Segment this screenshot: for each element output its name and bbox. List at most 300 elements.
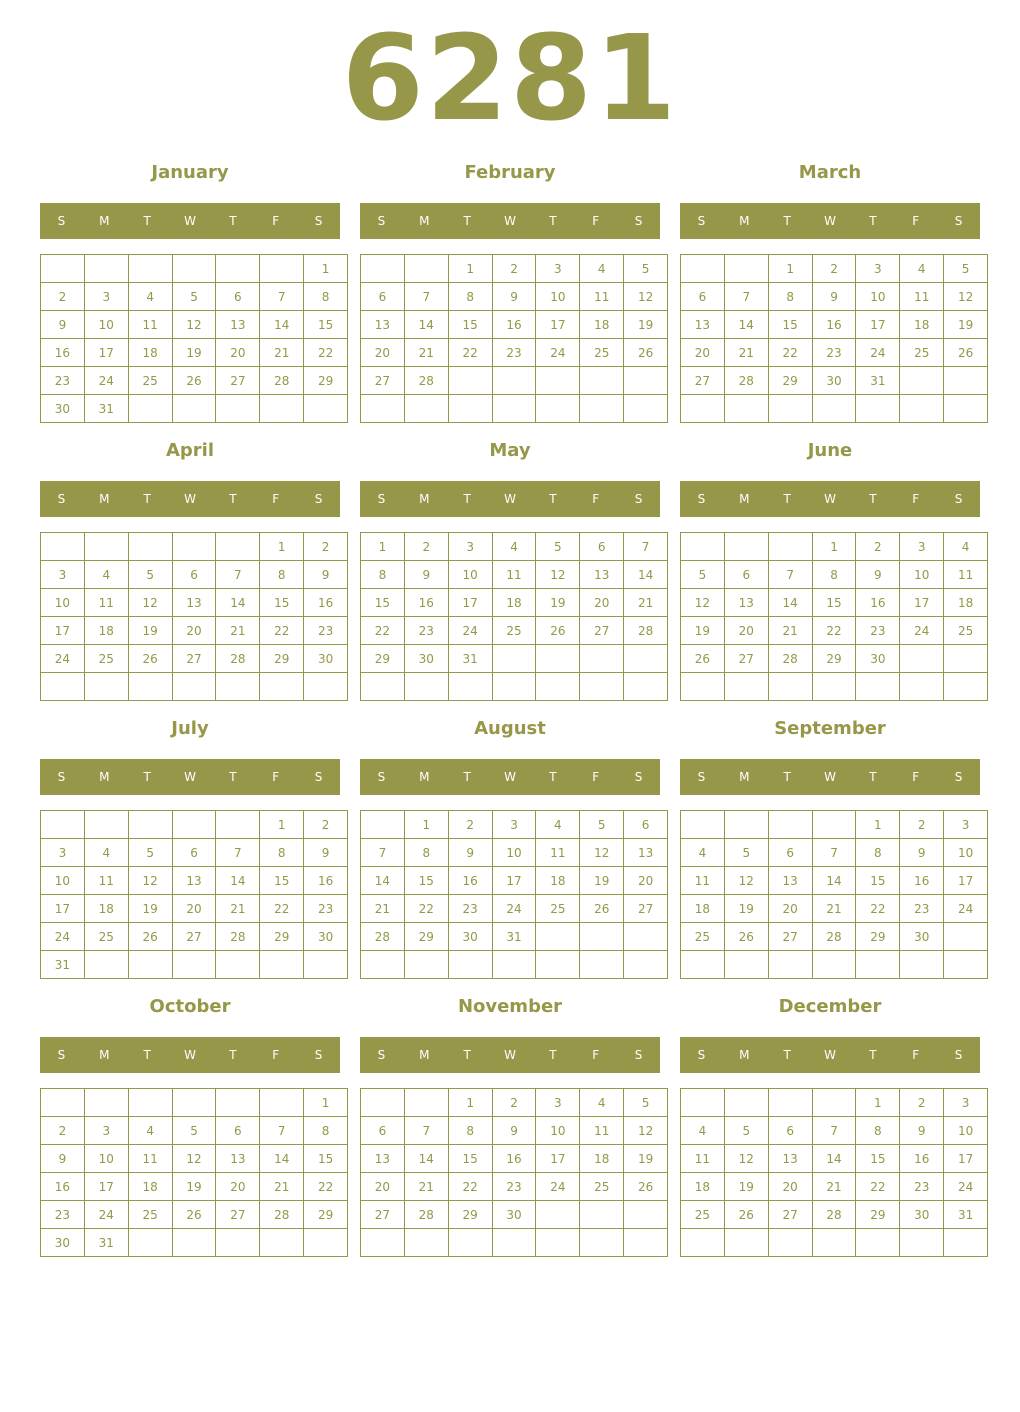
day-cell (448, 395, 492, 423)
day-cell: 11 (944, 561, 988, 589)
day-cell: 23 (448, 895, 492, 923)
day-cell: 18 (900, 311, 944, 339)
day-cell (260, 951, 304, 979)
day-cell: 30 (304, 923, 348, 951)
weekday-label: S (697, 214, 706, 228)
weekday-label: S (634, 770, 643, 784)
day-cell: 21 (404, 1173, 448, 1201)
day-cell (492, 951, 536, 979)
day-cell: 24 (448, 617, 492, 645)
day-cell: 29 (768, 367, 812, 395)
weekday-label: T (783, 1048, 791, 1062)
day-cell (128, 1089, 172, 1117)
day-cell: 30 (492, 1201, 536, 1229)
weekday-label: W (504, 1048, 516, 1062)
day-cell: 8 (361, 561, 405, 589)
weekday-label: T (869, 492, 877, 506)
day-cell: 26 (724, 923, 768, 951)
day-cell (492, 673, 536, 701)
day-cell: 9 (812, 283, 856, 311)
day-cell: 27 (361, 367, 405, 395)
week-row (681, 311, 988, 339)
weekday-label: M (99, 1048, 110, 1062)
day-cell: 12 (536, 561, 580, 589)
weekday-label: T (783, 214, 791, 228)
day-cell: 1 (448, 1089, 492, 1117)
day-cell: 18 (492, 589, 536, 617)
day-cell: 12 (624, 283, 668, 311)
day-cell: 16 (304, 867, 348, 895)
day-cell (812, 1229, 856, 1257)
day-cell: 25 (84, 923, 128, 951)
day-cell (128, 533, 172, 561)
day-cell: 24 (41, 645, 85, 673)
day-cell: 11 (128, 311, 172, 339)
day-cell: 26 (172, 367, 216, 395)
day-cell: 6 (624, 811, 668, 839)
day-cell (84, 533, 128, 561)
day-cell: 21 (260, 339, 304, 367)
day-cell: 11 (681, 867, 725, 895)
day-cell: 1 (448, 255, 492, 283)
day-cell: 19 (724, 895, 768, 923)
day-cell: 21 (404, 339, 448, 367)
day-cell: 6 (361, 283, 405, 311)
day-cell: 8 (304, 283, 348, 311)
day-cell: 26 (128, 923, 172, 951)
month-name: May (489, 440, 531, 461)
day-cell (624, 1201, 668, 1229)
week-row (681, 255, 988, 283)
day-cell: 19 (944, 311, 988, 339)
day-cell: 25 (580, 1173, 624, 1201)
day-cell (404, 1229, 448, 1257)
day-cell (172, 395, 216, 423)
day-cell (536, 645, 580, 673)
weekday-label: T (229, 1048, 237, 1062)
day-cell (216, 673, 260, 701)
weekday-label: S (57, 492, 66, 506)
day-cell: 26 (128, 645, 172, 673)
day-cell (304, 951, 348, 979)
day-grid (360, 254, 668, 423)
day-cell (580, 1229, 624, 1257)
month-name: February (464, 162, 556, 183)
day-cell (492, 645, 536, 673)
day-cell: 4 (580, 255, 624, 283)
day-cell (944, 367, 988, 395)
day-grid (680, 1088, 988, 1257)
week-row (41, 617, 348, 645)
day-cell: 29 (260, 923, 304, 951)
day-cell: 14 (724, 311, 768, 339)
weekday-header (40, 759, 340, 795)
month-june (680, 436, 980, 706)
weekday-label: W (504, 770, 516, 784)
day-cell: 25 (492, 617, 536, 645)
day-cell: 8 (856, 839, 900, 867)
day-cell: 29 (304, 1201, 348, 1229)
week-row (41, 1201, 348, 1229)
month-october (40, 992, 340, 1262)
day-cell (624, 395, 668, 423)
day-cell: 23 (304, 617, 348, 645)
day-cell: 12 (724, 867, 768, 895)
day-cell: 3 (448, 533, 492, 561)
weekday-label: T (869, 770, 877, 784)
day-cell: 15 (404, 867, 448, 895)
day-cell: 30 (812, 367, 856, 395)
day-cell: 29 (304, 367, 348, 395)
day-cell: 8 (404, 839, 448, 867)
day-cell: 2 (492, 255, 536, 283)
weekday-label: M (99, 770, 110, 784)
day-cell: 14 (216, 867, 260, 895)
day-cell: 2 (492, 1089, 536, 1117)
week-row (681, 951, 988, 979)
week-row (681, 867, 988, 895)
day-cell: 28 (724, 367, 768, 395)
day-cell: 22 (260, 617, 304, 645)
day-cell: 2 (448, 811, 492, 839)
day-cell: 20 (172, 617, 216, 645)
day-cell (768, 673, 812, 701)
day-cell: 4 (944, 533, 988, 561)
day-cell (768, 1089, 812, 1117)
week-row (361, 311, 668, 339)
day-cell: 2 (900, 1089, 944, 1117)
day-cell: 5 (580, 811, 624, 839)
day-cell: 19 (172, 339, 216, 367)
day-cell: 15 (260, 867, 304, 895)
weekday-label: T (783, 492, 791, 506)
week-row (361, 561, 668, 589)
day-cell: 3 (856, 255, 900, 283)
day-cell: 30 (41, 1229, 85, 1257)
day-cell (724, 395, 768, 423)
weekday-label: T (549, 1048, 557, 1062)
day-cell: 13 (768, 867, 812, 895)
day-cell (724, 1229, 768, 1257)
day-cell: 19 (624, 311, 668, 339)
day-cell: 4 (492, 533, 536, 561)
day-cell: 17 (448, 589, 492, 617)
week-row (41, 1117, 348, 1145)
day-cell (536, 395, 580, 423)
week-row (361, 867, 668, 895)
day-cell: 4 (84, 839, 128, 867)
day-cell: 24 (492, 895, 536, 923)
weekday-label: S (634, 1048, 643, 1062)
day-cell: 2 (41, 1117, 85, 1145)
weekday-label: S (954, 492, 963, 506)
week-row (361, 255, 668, 283)
weekday-label: S (377, 214, 386, 228)
day-cell: 21 (216, 617, 260, 645)
month-name: June (807, 440, 853, 461)
day-cell: 28 (624, 617, 668, 645)
day-cell (172, 1089, 216, 1117)
weekday-header (360, 1037, 660, 1073)
day-cell: 28 (260, 1201, 304, 1229)
day-cell: 28 (216, 645, 260, 673)
day-cell: 1 (260, 533, 304, 561)
day-cell: 21 (812, 895, 856, 923)
day-cell (260, 1089, 304, 1117)
day-cell: 31 (84, 1229, 128, 1257)
weekday-label: S (954, 1048, 963, 1062)
day-cell (536, 1201, 580, 1229)
week-row (681, 283, 988, 311)
day-cell (624, 645, 668, 673)
weekday-header (40, 203, 340, 239)
weekday-label: S (57, 1048, 66, 1062)
day-grid (40, 532, 348, 701)
day-cell: 30 (448, 923, 492, 951)
day-cell (404, 1089, 448, 1117)
day-cell: 16 (900, 1145, 944, 1173)
day-cell (580, 367, 624, 395)
day-cell: 17 (900, 589, 944, 617)
day-cell: 20 (361, 1173, 405, 1201)
month-november (360, 992, 660, 1262)
weekday-label: T (549, 770, 557, 784)
day-cell: 10 (900, 561, 944, 589)
day-cell (41, 533, 85, 561)
day-cell (536, 951, 580, 979)
weekday-label: S (634, 492, 643, 506)
week-row (361, 395, 668, 423)
day-cell: 2 (812, 255, 856, 283)
day-cell: 31 (84, 395, 128, 423)
week-row (361, 617, 668, 645)
week-row (681, 589, 988, 617)
day-cell (492, 1229, 536, 1257)
day-cell (128, 811, 172, 839)
weekday-label: T (783, 770, 791, 784)
day-cell: 6 (361, 1117, 405, 1145)
day-cell: 6 (768, 1117, 812, 1145)
month-name: December (778, 996, 882, 1017)
day-cell (304, 673, 348, 701)
week-row (41, 339, 348, 367)
day-grid (680, 532, 988, 701)
day-cell: 16 (856, 589, 900, 617)
day-cell: 6 (724, 561, 768, 589)
weekday-label: S (314, 1048, 323, 1062)
day-cell: 4 (84, 561, 128, 589)
day-cell: 5 (724, 1117, 768, 1145)
weekday-label: W (504, 214, 516, 228)
week-row (41, 839, 348, 867)
weekday-label: S (314, 770, 323, 784)
day-cell: 4 (536, 811, 580, 839)
day-cell: 15 (812, 589, 856, 617)
day-cell (448, 673, 492, 701)
day-cell (84, 255, 128, 283)
day-cell: 28 (768, 645, 812, 673)
week-row (681, 1173, 988, 1201)
day-cell (361, 811, 405, 839)
day-cell (812, 395, 856, 423)
day-cell: 30 (404, 645, 448, 673)
day-cell: 18 (681, 895, 725, 923)
day-cell: 20 (172, 895, 216, 923)
day-cell: 16 (41, 339, 85, 367)
day-cell: 3 (536, 255, 580, 283)
day-cell: 20 (724, 617, 768, 645)
day-cell: 3 (944, 811, 988, 839)
day-cell (260, 1229, 304, 1257)
day-cell: 23 (900, 895, 944, 923)
day-cell (681, 673, 725, 701)
weekday-label: T (229, 770, 237, 784)
calendar-year-title: 6281 (341, 9, 679, 147)
month-may (360, 436, 660, 706)
weekday-header (680, 1037, 980, 1073)
day-cell: 21 (361, 895, 405, 923)
day-cell: 5 (624, 1089, 668, 1117)
day-cell: 29 (448, 1201, 492, 1229)
day-cell: 25 (681, 1201, 725, 1229)
day-cell (768, 395, 812, 423)
day-cell: 17 (536, 1145, 580, 1173)
day-cell: 14 (768, 589, 812, 617)
day-cell: 14 (812, 867, 856, 895)
day-cell (624, 1229, 668, 1257)
day-cell: 20 (768, 895, 812, 923)
month-august (360, 714, 660, 984)
weekday-label: F (592, 214, 600, 228)
day-cell: 10 (84, 311, 128, 339)
week-row (361, 1117, 668, 1145)
day-cell: 16 (492, 1145, 536, 1173)
day-cell: 17 (41, 617, 85, 645)
day-cell: 13 (172, 589, 216, 617)
day-cell (624, 673, 668, 701)
day-cell: 23 (900, 1173, 944, 1201)
day-cell: 31 (448, 645, 492, 673)
day-cell: 21 (724, 339, 768, 367)
day-cell: 15 (856, 1145, 900, 1173)
day-cell: 6 (216, 1117, 260, 1145)
day-cell (856, 395, 900, 423)
weekday-label: F (912, 770, 920, 784)
day-cell: 28 (361, 923, 405, 951)
day-cell: 15 (856, 867, 900, 895)
month-name: January (151, 162, 229, 183)
month-march (680, 158, 980, 428)
day-cell: 12 (128, 867, 172, 895)
day-cell: 26 (536, 617, 580, 645)
day-cell: 5 (172, 283, 216, 311)
day-cell: 7 (404, 283, 448, 311)
day-cell (768, 1229, 812, 1257)
day-cell: 10 (536, 1117, 580, 1145)
day-cell (404, 951, 448, 979)
day-cell: 5 (536, 533, 580, 561)
day-cell (172, 1229, 216, 1257)
day-cell: 25 (84, 645, 128, 673)
day-cell: 9 (492, 1117, 536, 1145)
week-row (681, 1117, 988, 1145)
day-cell (361, 951, 405, 979)
day-cell (361, 1229, 405, 1257)
day-cell (492, 395, 536, 423)
day-cell: 18 (536, 867, 580, 895)
day-cell: 24 (41, 923, 85, 951)
day-cell: 30 (304, 645, 348, 673)
day-cell: 23 (492, 1173, 536, 1201)
day-cell: 11 (492, 561, 536, 589)
day-cell (128, 673, 172, 701)
day-cell (404, 673, 448, 701)
day-cell (681, 395, 725, 423)
day-cell: 7 (260, 283, 304, 311)
month-name: November (457, 996, 563, 1017)
week-row (361, 339, 668, 367)
day-cell (900, 1229, 944, 1257)
day-cell: 27 (624, 895, 668, 923)
day-cell: 16 (404, 589, 448, 617)
day-cell: 22 (448, 339, 492, 367)
day-cell: 11 (84, 867, 128, 895)
day-cell (41, 1089, 85, 1117)
day-cell (768, 533, 812, 561)
week-row (681, 645, 988, 673)
day-cell (900, 673, 944, 701)
day-cell (724, 1089, 768, 1117)
day-cell: 26 (580, 895, 624, 923)
day-cell: 9 (41, 311, 85, 339)
weekday-label: T (549, 214, 557, 228)
day-cell: 10 (944, 1117, 988, 1145)
day-cell: 9 (492, 283, 536, 311)
week-row (681, 367, 988, 395)
week-row (41, 645, 348, 673)
week-row (41, 1089, 348, 1117)
day-cell: 30 (900, 1201, 944, 1229)
month-july (40, 714, 340, 984)
day-cell: 5 (624, 255, 668, 283)
day-cell: 9 (404, 561, 448, 589)
day-cell: 22 (304, 339, 348, 367)
day-cell: 5 (681, 561, 725, 589)
day-cell: 2 (856, 533, 900, 561)
weekday-label: M (99, 214, 110, 228)
day-cell (580, 673, 624, 701)
day-cell: 27 (580, 617, 624, 645)
day-cell: 12 (681, 589, 725, 617)
day-cell (361, 673, 405, 701)
day-cell: 29 (812, 645, 856, 673)
day-cell (812, 1089, 856, 1117)
day-cell: 1 (812, 533, 856, 561)
day-cell (172, 255, 216, 283)
day-cell: 1 (304, 1089, 348, 1117)
day-cell (681, 1229, 725, 1257)
weekday-label: S (697, 492, 706, 506)
day-cell: 6 (580, 533, 624, 561)
day-cell: 20 (580, 589, 624, 617)
day-cell: 17 (84, 1173, 128, 1201)
day-cell (260, 395, 304, 423)
weekday-label: S (57, 770, 66, 784)
week-row (681, 561, 988, 589)
day-cell: 16 (492, 311, 536, 339)
month-december (680, 992, 980, 1262)
day-cell (812, 673, 856, 701)
